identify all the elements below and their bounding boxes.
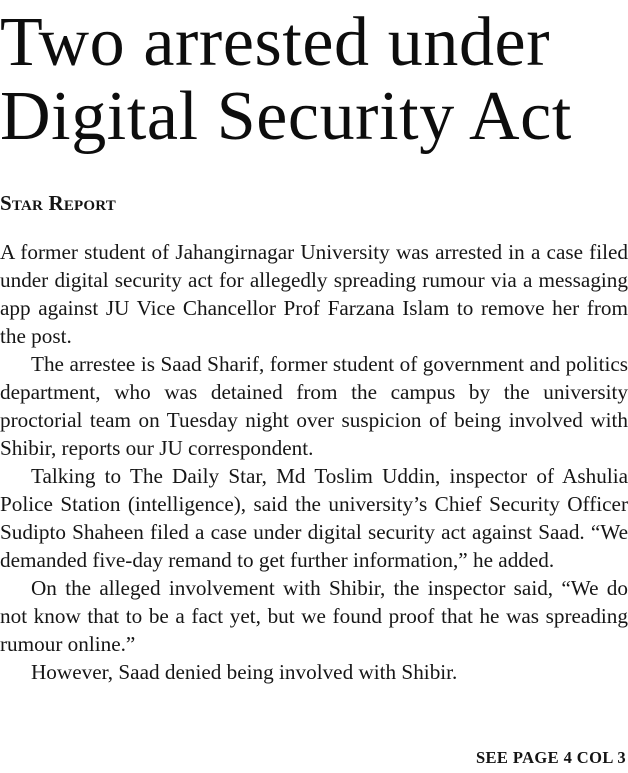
paragraph-5: However, Saad denied being involved with Shibir. — [31, 660, 458, 684]
headline — [0, 6, 628, 154]
paragraph-3: Talking to The Daily Star, Md Toslim Uddin, inspector of Ashulia Police Station (intelligence), said the university’s Chief Security Officer Sudipto Shaheen filed a case under digital security act against Saad. “We demanded five-day remand to get further information,” he added. — [0, 464, 628, 572]
byline: Star Report — [0, 191, 116, 215]
continuation-note: SEE PAGE 4 COL 3 — [475, 748, 626, 767]
paragraph-1: A former student of Jahangirnagar University was arrested in a case filed under digital security act for allegedly spreading rumour via a messaging app against JU Vice Chancellor Prof Farzana Islam to remove her from the post. — [0, 240, 628, 348]
article-body — [0, 238, 628, 686]
headline-line-2: Digital Security Act — [0, 78, 572, 155]
paragraph-4: On the alleged involvement with Shibir, the inspector said, “We do not know that to be a fact yet, but we found proof that he was spreading rumour online.” — [0, 576, 628, 656]
headline-line-1: Two arrested under — [0, 4, 551, 81]
paragraph-2: The arrestee is Saad Sharif, former student of government and politics department, who was detained from the campus by the university proctorial team on Tuesday night over suspicion of being involved with Shibir, reports our JU correspondent. — [0, 352, 628, 460]
